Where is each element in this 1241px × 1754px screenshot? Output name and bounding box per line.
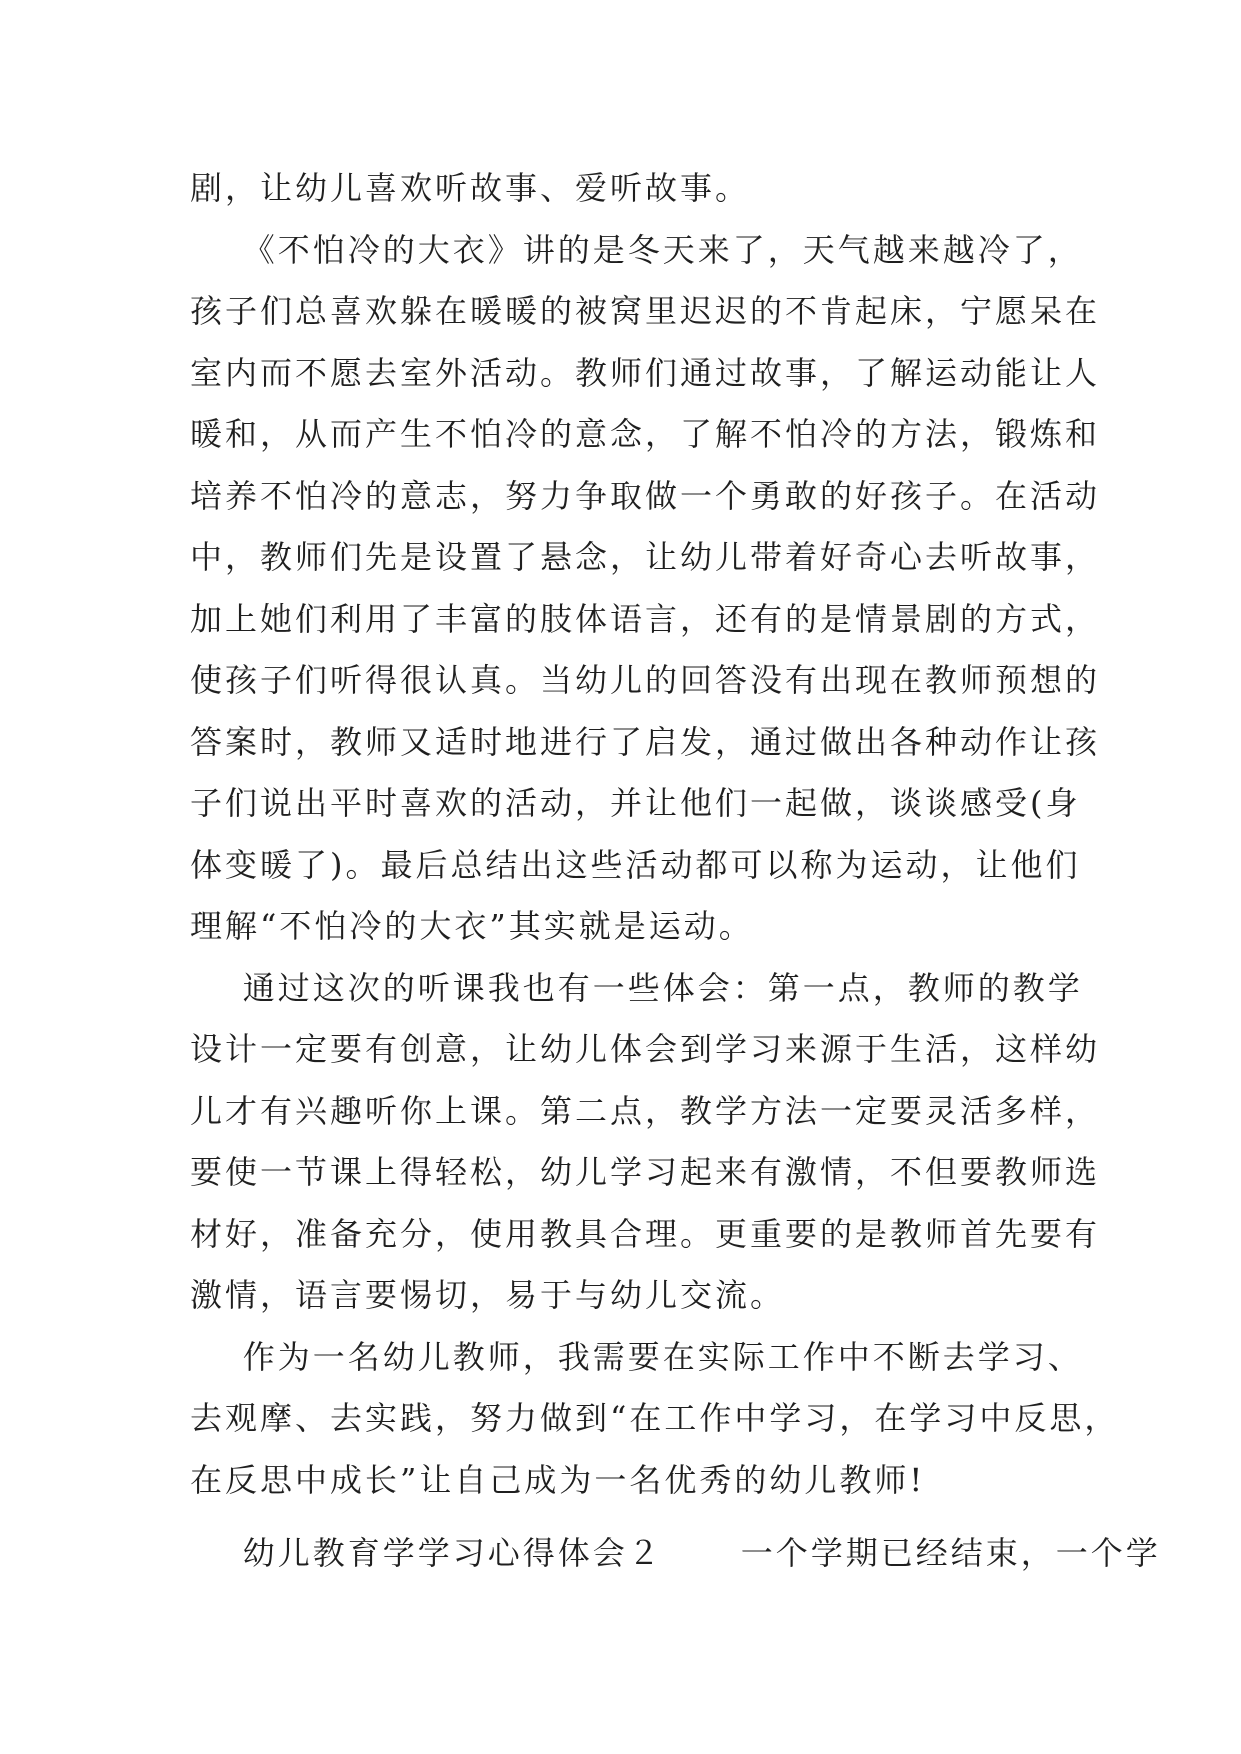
text-line: 暖和，从而产生不怕冷的意念，了解不怕冷的方法，锻炼和 [190,415,1101,453]
text-line: 中，教师们先是设置了悬念，让幼儿带着好奇心去听故事， [190,538,1101,576]
text-line: 培养不怕冷的意志，努力争取做一个勇敢的好孩子。在活动 [190,476,1101,515]
text-line: 设计一定要有创意，让幼儿体会到学习来源于生活，这样幼 [190,1030,1101,1068]
text-line: 子们说出平时喜欢的活动，并让他们一起做，谈谈感受(身 [190,784,1081,822]
text-line: 要使一节课上得轻松，幼儿学习起来有激情，不但要教师选 [190,1153,1101,1191]
text-line: 理解“不怕冷的大衣”其实就是运动。 [190,907,754,945]
section-title: 幼儿教育学学习心得体会２ [242,1534,663,1572]
text-line: 材好，准备充分，使用教具合理。更重要的是教师首先要有 [190,1214,1101,1253]
text-line: 《不怕冷的大衣》讲的是冬天来了，天气越来越冷了， [190,230,1083,269]
text-line: 激情，语言要惕切，易于与幼儿交流。 [190,1276,786,1314]
text-line: 室内而不愿去室外活动。教师们通过故事，了解运动能让人 [190,353,1101,392]
text-line: 去观摩、去实践，努力做到“在工作中学习，在学习中反思， [190,1399,1120,1437]
section-heading [190,1460,1161,1572]
text-line: 孩子们总喜欢躲在暖暖的被窝里迟迟的不肯起床，宁愿呆在 [190,292,1101,330]
text-line: 答案时，教师又适时地进行了启发，通过做出各种动作让孩 [190,722,1101,761]
text-line: 通过这次的听课我也有一些体会：第一点，教师的教学 [190,968,1083,1007]
text-line: 使孩子们听得很认真。当幼儿的回答没有出现在教师预想的 [190,661,1101,699]
text-line: 在反思中成长”让自己成为一名优秀的幼儿教师! [190,1460,926,1499]
text-line: 加上她们利用了丰富的肢体语言，还有的是情景剧的方式， [190,599,1101,638]
text-line: 剧，让幼儿喜欢听故事、爱听故事。 [190,169,751,207]
body-text [190,158,1120,1511]
text-line: 体变暖了)。最后总结出这些活动都可以称为运动，让他们 [190,845,1081,884]
section-first-line: 一个学期已经结束，一个学 [740,1534,1161,1572]
text-line: 儿才有兴趣听你上课。第二点，教学方法一定要灵活多样， [190,1091,1101,1130]
text-line: 作为一名幼儿教师，我需要在实际工作中不断去学习、 [190,1337,1083,1376]
